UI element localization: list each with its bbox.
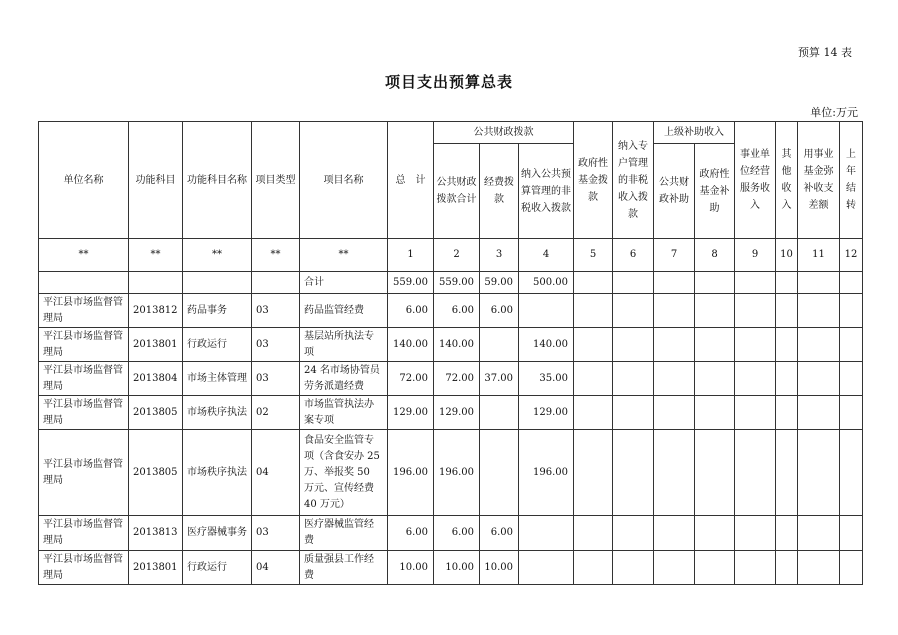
cell-code: 2013804 bbox=[129, 362, 183, 396]
index-cell: 3 bbox=[480, 239, 519, 272]
index-cell: ** bbox=[300, 239, 388, 272]
header-business-income: 事业单位经营服务收入 bbox=[735, 122, 776, 239]
header-pf-fee: 经费拨款 bbox=[480, 144, 519, 239]
index-cell: 6 bbox=[613, 239, 654, 272]
cell-total: 6.00 bbox=[388, 516, 434, 551]
index-cell: 11 bbox=[798, 239, 840, 272]
cell-code: 2013805 bbox=[129, 396, 183, 430]
cell-pf-fee bbox=[480, 430, 519, 516]
cell-total: 140.00 bbox=[388, 328, 434, 362]
cell-type: 03 bbox=[252, 328, 300, 362]
cell-unit: 平江县市场监督管理局 bbox=[39, 430, 129, 516]
index-cell: 9 bbox=[735, 239, 776, 272]
cell-pf-total: 140.00 bbox=[434, 328, 480, 362]
cell-unit: 平江县市场监督管理局 bbox=[39, 396, 129, 430]
cell-pf-total: 196.00 bbox=[434, 430, 480, 516]
index-cell: 8 bbox=[695, 239, 735, 272]
index-cell: ** bbox=[39, 239, 129, 272]
index-cell: 7 bbox=[654, 239, 695, 272]
header-other-income: 其他收入 bbox=[776, 122, 798, 239]
cell-type: 03 bbox=[252, 294, 300, 328]
header-gov-fund: 政府性基金拨款 bbox=[574, 122, 613, 239]
cell-func: 药品事务 bbox=[183, 294, 252, 328]
header-sup-gov: 政府性基金补助 bbox=[695, 144, 735, 239]
cell-total: 10.00 bbox=[388, 551, 434, 585]
cell-code: 2013801 bbox=[129, 551, 183, 585]
cell-project: 24 名市场协管员劳务派遣经费 bbox=[300, 362, 388, 396]
header-carryover: 上年结转 bbox=[840, 122, 863, 239]
cell-func: 医疗器械事务 bbox=[183, 516, 252, 551]
header-unit-name: 单位名称 bbox=[39, 122, 129, 239]
header-public-fiscal: 公共财政拨款 bbox=[434, 122, 574, 144]
header-pf-nontax: 纳入公共预算管理的非税收入拨款 bbox=[519, 144, 574, 239]
cell-pf-nontax: 35.00 bbox=[519, 362, 574, 396]
cell-pf-fee bbox=[480, 328, 519, 362]
header-sup-public: 公共财政补助 bbox=[654, 144, 695, 239]
index-row bbox=[39, 239, 863, 272]
cell-func: 行政运行 bbox=[183, 551, 252, 585]
cell-unit: 平江县市场监督管理局 bbox=[39, 362, 129, 396]
header-total: 总 计 bbox=[388, 122, 434, 239]
total-row bbox=[39, 272, 863, 294]
cell-type: 03 bbox=[252, 516, 300, 551]
cell-pf-total: 129.00 bbox=[434, 396, 480, 430]
cell-code: 2013813 bbox=[129, 516, 183, 551]
cell-unit: 平江县市场监督管理局 bbox=[39, 516, 129, 551]
cell-type: 03 bbox=[252, 362, 300, 396]
index-cell: 12 bbox=[840, 239, 863, 272]
cell-type: 04 bbox=[252, 430, 300, 516]
table-row bbox=[39, 551, 863, 585]
cell-func: 行政运行 bbox=[183, 328, 252, 362]
cell-pf-nontax bbox=[519, 516, 574, 551]
cell-func: 市场秩序执法 bbox=[183, 396, 252, 430]
table-row bbox=[39, 430, 863, 516]
cell-project: 市场监管执法办案专项 bbox=[300, 396, 388, 430]
cell-func: 市场主体管理 bbox=[183, 362, 252, 396]
unit-label: 单位:万元 bbox=[810, 106, 858, 119]
form-number: 预算 14 表 bbox=[798, 46, 852, 59]
index-cell: ** bbox=[129, 239, 183, 272]
cell-project: 药品监管经费 bbox=[300, 294, 388, 328]
cell-total: 196.00 bbox=[388, 430, 434, 516]
index-cell: ** bbox=[183, 239, 252, 272]
table-row bbox=[39, 328, 863, 362]
cell-type: 04 bbox=[252, 551, 300, 585]
total-cell: 59.00 bbox=[480, 272, 519, 294]
header-func-code: 功能科目 bbox=[129, 122, 183, 239]
cell-type: 02 bbox=[252, 396, 300, 430]
cell-func: 市场秩序执法 bbox=[183, 430, 252, 516]
total-label: 合计 bbox=[300, 272, 388, 294]
index-cell: 4 bbox=[519, 239, 574, 272]
index-cell: 2 bbox=[434, 239, 480, 272]
header-fund-offset: 用事业基金弥补收支差额 bbox=[798, 122, 840, 239]
cell-pf-nontax: 196.00 bbox=[519, 430, 574, 516]
table-row bbox=[39, 362, 863, 396]
total-cell: 500.00 bbox=[519, 272, 574, 294]
page-title: 项目支出预算总表 bbox=[384, 73, 513, 91]
cell-pf-total: 72.00 bbox=[434, 362, 480, 396]
cell-pf-fee bbox=[480, 396, 519, 430]
cell-project: 基层站所执法专项 bbox=[300, 328, 388, 362]
cell-project: 医疗器械监管经费 bbox=[300, 516, 388, 551]
index-cell: ** bbox=[252, 239, 300, 272]
table-row bbox=[39, 516, 863, 551]
header-superior: 上级补助收入 bbox=[654, 122, 735, 144]
cell-total: 72.00 bbox=[388, 362, 434, 396]
cell-total: 6.00 bbox=[388, 294, 434, 328]
cell-pf-nontax bbox=[519, 294, 574, 328]
cell-pf-total: 10.00 bbox=[434, 551, 480, 585]
header-special-nontax: 纳入专户管理的非税收入拨款 bbox=[613, 122, 654, 239]
cell-code: 2013805 bbox=[129, 430, 183, 516]
cell-code: 2013801 bbox=[129, 328, 183, 362]
cell-pf-fee: 6.00 bbox=[480, 516, 519, 551]
table-row bbox=[39, 294, 863, 328]
cell-project: 食品安全监管专项（含食安办 25 万、举报奖 50 万元、宣传经费 40 万元） bbox=[300, 430, 388, 516]
cell-pf-nontax: 140.00 bbox=[519, 328, 574, 362]
header-pf-total: 公共财政拨款合计 bbox=[434, 144, 480, 239]
index-cell: 10 bbox=[776, 239, 798, 272]
index-cell: 5 bbox=[574, 239, 613, 272]
cell-code: 2013812 bbox=[129, 294, 183, 328]
header-func-name: 功能科目名称 bbox=[183, 122, 252, 239]
total-cell: 559.00 bbox=[388, 272, 434, 294]
budget-table bbox=[38, 121, 863, 585]
cell-unit: 平江县市场监督管理局 bbox=[39, 294, 129, 328]
header-proj-type: 项目类型 bbox=[252, 122, 300, 239]
cell-pf-nontax: 129.00 bbox=[519, 396, 574, 430]
cell-pf-fee: 37.00 bbox=[480, 362, 519, 396]
cell-pf-nontax bbox=[519, 551, 574, 585]
cell-pf-total: 6.00 bbox=[434, 294, 480, 328]
index-cell: 1 bbox=[388, 239, 434, 272]
cell-project: 质量强县工作经费 bbox=[300, 551, 388, 585]
cell-total: 129.00 bbox=[388, 396, 434, 430]
cell-pf-fee: 6.00 bbox=[480, 294, 519, 328]
table-row bbox=[39, 396, 863, 430]
cell-pf-total: 6.00 bbox=[434, 516, 480, 551]
cell-unit: 平江县市场监督管理局 bbox=[39, 551, 129, 585]
header-proj-name: 项目名称 bbox=[300, 122, 388, 239]
total-cell: 559.00 bbox=[434, 272, 480, 294]
cell-unit: 平江县市场监督管理局 bbox=[39, 328, 129, 362]
cell-pf-fee: 10.00 bbox=[480, 551, 519, 585]
